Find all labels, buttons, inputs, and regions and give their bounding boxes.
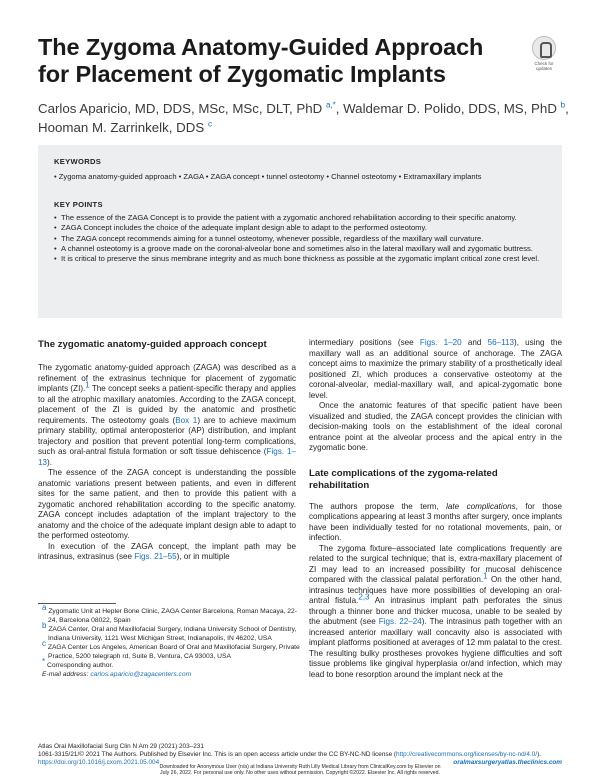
left-column [38, 339, 296, 563]
footnote-email [38, 671, 303, 680]
reference-link[interactable]: 1 [85, 380, 90, 390]
text-run: An intrasinus implant path perforates the sinus through a thinner bone and thicker mucosa, unable to be sealed by the abutment (see [309, 596, 563, 626]
figure-link[interactable]: Figs. 1–20 [419, 338, 462, 347]
text-run: The zygoma fixture–associated late complications frequently are related to the surgical technique; that is, extra-maxillary placement of ZI may lead to an increased possibility for mucosal dehiscence compared with the classical palatal perforation. [309, 543, 562, 584]
text-run: 1061-3315/21/© 2021 The Authors. Published by Elsevier Inc. This is an open access article under the CC BY-NC-ND license ( [38, 751, 397, 759]
text-run: ). [47, 457, 52, 467]
footnote-mark: c [42, 639, 46, 649]
footnote-mark: * [42, 657, 46, 667]
license-line [38, 751, 562, 759]
figure-link[interactable]: 56–113 [487, 338, 515, 347]
paragraph [309, 502, 562, 544]
author-name: Carlos Aparicio, MD, DDS, MSc, MSc, DLT, PhD [38, 101, 323, 116]
text-run: and [461, 338, 488, 347]
text-run: In execution of the ZAGA concept, the implant path may be intrasinus, extrasinus (see [38, 541, 296, 561]
text-run: ) are to achieve maximum primary stability, optimal anteroposterior (AP) distribution, and implant trajectory and position that prevent potential long-term complications, such as oral-antral fistula formation or soft tissue dehiscence ( [38, 415, 296, 456]
text-run: , for those complications appearing at least 3 months after surgery, once implants have been individually tested for no rotational movements, pain, or infection. [309, 501, 562, 542]
right-column [309, 338, 562, 680]
crossmark-icon [532, 36, 556, 60]
article-title [38, 34, 518, 88]
text-run: The zygomatic anatomy-guided approach (ZAGA) was described as a refinement of the extrasinus technique for placement of zygomatic implants (ZI). [38, 363, 296, 393]
author-affiliation-link[interactable]: b [560, 100, 566, 110]
journal-citation: Atlas Oral Maxillofacial Surg Clin N Am 29 (2021) 203–231 [38, 743, 204, 750]
footnote-corresponding [38, 657, 303, 671]
download-notice [0, 764, 600, 776]
figure-link[interactable]: Figs. 1–13 [38, 447, 297, 467]
paragraph [309, 544, 562, 681]
text-run: ). The intrasinus path together with an increased anterior maxillary wall concavity also is associated with implant platforms positioned at averages of 12 mm palatal to the crest. The resulting bulky prostheses provokes hygiene difficulties and soft tissue problems like gingival hyperplasia or/and infection, which may lead to bone resorption around the implant neck at the [309, 617, 562, 679]
footnote-b [38, 621, 303, 644]
section-heading [309, 468, 562, 492]
key-point-item: • ZAGA Concept includes the choice of the adequate implant design able to adapt to the performed osteotomy. [54, 223, 548, 233]
figure-link[interactable]: Figs. 21–55 [134, 552, 177, 561]
emphasis: late complications [446, 501, 516, 511]
text-run: ). [537, 751, 541, 759]
text-run: The authors propose the term, [309, 501, 447, 511]
author-name: Hooman M. Zarrinkelk, DDS [38, 120, 205, 135]
heading-line: rehabilitation [309, 479, 370, 491]
title-line-2: for Placement of Zygomatic Implants [38, 61, 446, 87]
key-point-item: • The essence of the ZAGA Concept is to provide the patient with a zygomatic anchored rehabilitation according to their specific anatomy. [54, 213, 548, 223]
paragraph: Once the anatomic features of that specific patient have been visualized and studied, the ZAGA concept provides the clinician with decision-making tools on the establishment of the ideal coronal entrance point at the alveolar process and the apical entry in the zygomatic bone. [309, 401, 562, 452]
paragraph [38, 542, 296, 563]
key-point-item: • It is critical to preserve the sinus membrane integrity and as much bone thickness as possible at the zygomatic implant critical zone crest level. [54, 254, 548, 264]
crossmark-label: Check for updates [534, 61, 554, 71]
text-run: The concept seeks a patient-specific therapy and applies to all the atrophic maxillary anatomies. According to the ZAGA concept, placement of the ZI is guided by the anatomic and prosthetic requirements. The osteotomy goals ( [38, 384, 296, 425]
footnote-text: ZAGA Center, Oral and Maxillofacial Surgery, Indiana University School of Dentistry, Indiana University, 1121 West Michigan Street, Indianapolis, IN 46202, USA [48, 626, 297, 643]
text-run: ), or in multiple [176, 552, 230, 561]
footnote-text: Zygomatic Unit at Hepler Bone Clinic, ZAGA Center Barcelona, Roman Macaya, 22-24, Barcelona 08022, Spain [48, 608, 297, 625]
footnote-c [38, 639, 303, 662]
footnote-mark: a [42, 603, 47, 612]
email-link[interactable]: carlos.aparicio@zagacenters.com [90, 671, 192, 679]
reference-link[interactable]: 1 [483, 571, 488, 581]
download-line: Downloaded for Anonymous User (n/a) at Indiana University Ruth Lilly Medical Library from ClinicalKey.com by Elsevier on [159, 764, 441, 770]
text-run: On the other hand, intrasinus techniques have more possibilities of developing an oral-antral fistula. [309, 575, 562, 605]
doi-link[interactable]: https://doi.org/10.1016/j.cxom.2021.05.004 [38, 759, 160, 767]
footnote-text: ZAGA Center Los Angeles, American Board of Oral and Maxillofacial Surgery, Private Practice, 5200 telegraph rd, Suite B, Ventura, CA 93003, USA [47, 644, 300, 661]
key-point-item: • A channel osteotomy is a groove made on the coronal-alveolar bone and sometimes also in the lateral maxillary wall and zygomatic buttress. [54, 244, 548, 254]
keywords-heading: KEYWORDS [54, 157, 102, 166]
key-point-item: • The ZAGA concept recommends aiming for a tunnel osteotomy, whenever possible, regardless of the maxillary wall curvature. [54, 234, 548, 244]
author-affiliation-link[interactable]: a,* [325, 100, 336, 110]
section-heading: The zygomatic anatomy-guided approach concept [38, 339, 267, 350]
keywords-list: • Zygoma anatomy-guided approach • ZAGA • ZAGA concept • tunnel osteotomy • Channel osteotomy • Extramaxillary implants [54, 172, 482, 181]
email-label: E-mail address: [42, 671, 91, 679]
author-list [38, 99, 568, 137]
key-points-list [54, 213, 548, 264]
license-link[interactable]: http://creativecommons.org/licenses/by-nc-nd/4.0/ [396, 751, 538, 759]
author-affiliation-link[interactable]: c [207, 119, 212, 129]
download-line: July 26, 2022. For personal use only. No other uses without permission. Copyright ©2022. Elsevier Inc. All rights reserved. [160, 770, 440, 776]
footnote-a [38, 603, 303, 626]
footnote-mark: b [42, 621, 47, 631]
author-separator: , [565, 101, 569, 116]
paragraph: The essence of the ZAGA concept is understanding the possible anatomic variations present between patients, and even in different sites for the same patient, and then to provide this patient with a zygomatic anchored rehabilitation according to the specific anatomy. ZAGA concept includes adaptation of the implant trajectory to the anatomy and the choice of the adequate implant design able to adapt to the performed osteotomy. [38, 468, 296, 540]
footnote-text: Corresponding author. [46, 662, 114, 670]
author-name: Waldemar D. Polido, DDS, MS, PhD [343, 101, 557, 116]
paragraph [38, 363, 296, 468]
box-link[interactable]: Box 1 [175, 415, 198, 425]
paragraph [309, 338, 562, 401]
journal-site-link[interactable]: oralmaxsurgeryatlas.theclinics.com [453, 759, 562, 767]
author-line-1 [38, 99, 568, 118]
text-run: intermediary positions (see [309, 338, 420, 347]
affiliation-footnotes [38, 603, 303, 680]
footnote-divider [38, 603, 116, 604]
key-points-heading: KEY POINTS [54, 200, 103, 209]
heading-line: Late complications of the zygoma-related [309, 467, 498, 479]
text-run: ), using the maxillary wall as an additional source of anchorage. The ZAGA concept aims to maximize the primary stability of a prosthetically ideal positioned ZI, which produces a conservative osteotomy at the coronal-alveolar, medial-maxillary wall, and apical-zygomatic bone level. [309, 338, 562, 400]
author-line-2 [38, 118, 568, 137]
figure-link[interactable]: Figs. 22–24 [378, 617, 422, 626]
author-separator: , [335, 101, 344, 116]
title-line-1: The Zygoma Anatomy-Guided Approach [38, 34, 484, 60]
check-for-updates-badge[interactable] [528, 36, 560, 74]
reference-link[interactable]: 2,3 [358, 592, 370, 602]
keywords-box [38, 145, 562, 318]
